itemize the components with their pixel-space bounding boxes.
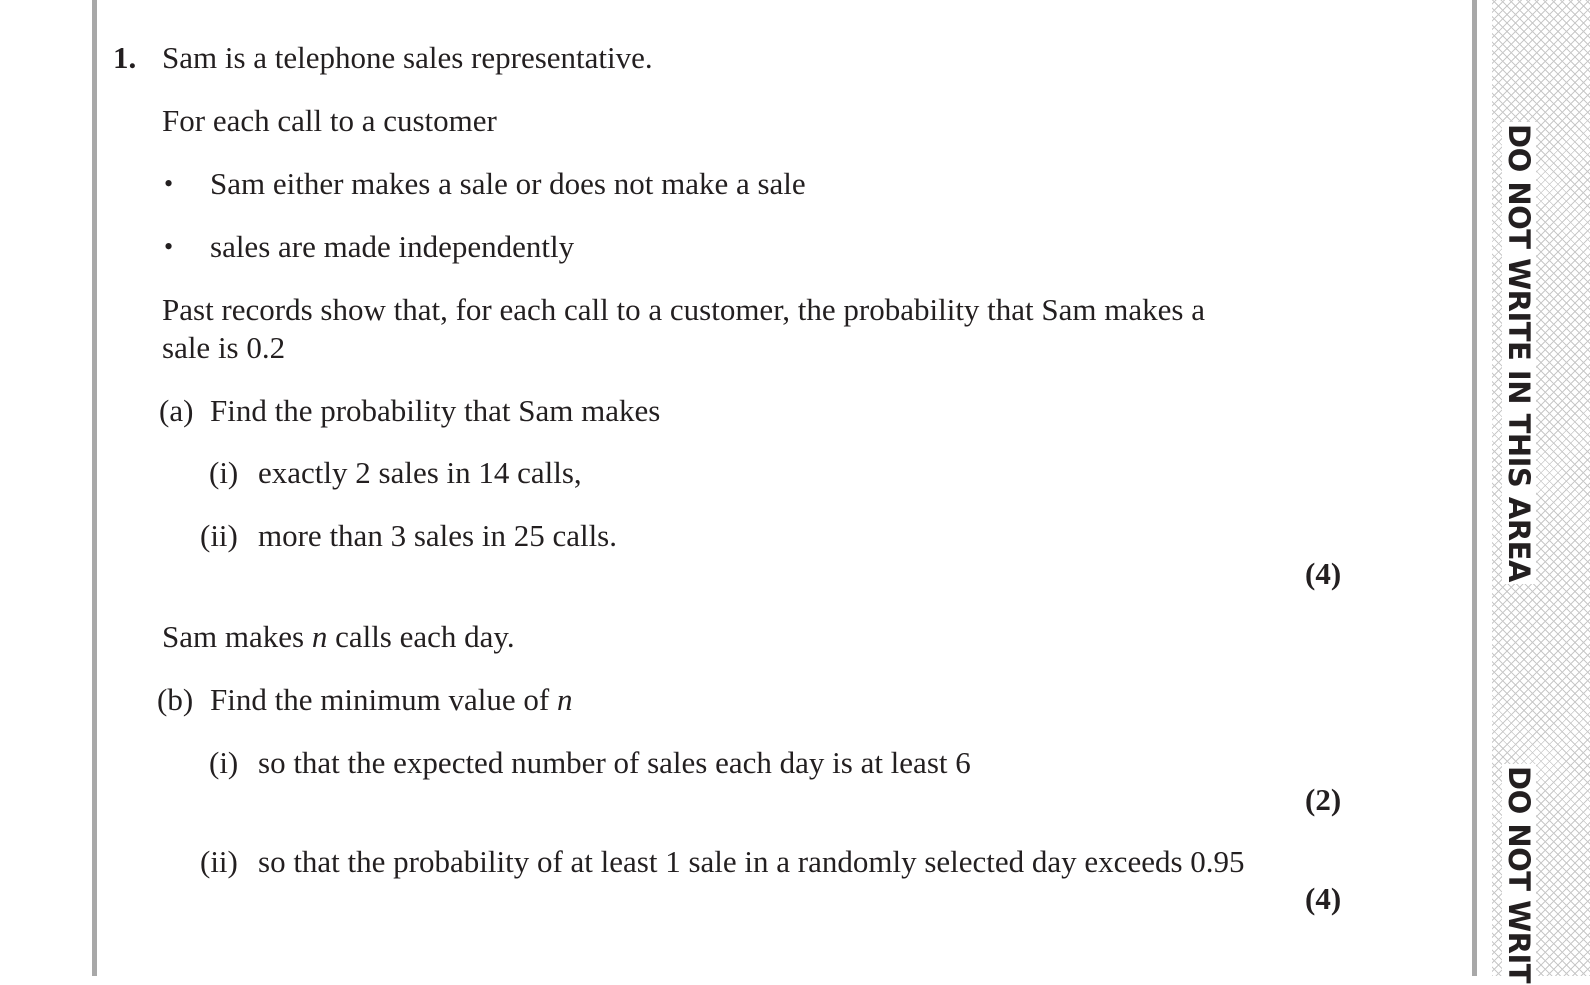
part-a-ii-label: (ii): [200, 518, 238, 553]
part-a-i-text: exactly 2 sales in 14 calls,: [258, 455, 582, 490]
part-b-label: (b): [157, 682, 194, 717]
question-intro: Sam is a telephone sales representative.: [162, 40, 653, 75]
margin-warning-full: DO NOT WRITE IN THIS AREA: [1502, 124, 1536, 582]
bullet-marker: •: [164, 169, 174, 198]
records-line-1: Past records show that, for each call to a customer, the probability that Sam makes a: [162, 292, 1205, 327]
bullet-marker: •: [164, 232, 174, 261]
part-a-ii-text: more than 3 sales in 25 calls.: [258, 518, 617, 553]
bullet-item: Sam either makes a sale or does not make a sale: [210, 166, 806, 201]
part-b-ii-text: so that the probability of at least 1 sale in a randomly selected day exceeds 0.95: [258, 844, 1245, 879]
part-b-ii-marks: (4): [1305, 881, 1342, 916]
question-lead: For each call to a customer: [162, 103, 497, 138]
part-a-text: Find the probability that Sam makes: [210, 393, 661, 428]
part-a-i-label: (i): [209, 455, 239, 490]
margin-warning-cut: DO NOT WRIT: [1502, 766, 1536, 984]
part-b-i-marks: (2): [1305, 782, 1342, 817]
question-number: 1.: [113, 40, 137, 75]
part-b-ii-label: (ii): [200, 844, 238, 879]
variable-n: n: [311, 619, 328, 654]
bullet-item: sales are made independently: [210, 229, 575, 264]
variable-n: n: [557, 682, 573, 717]
right-margin-rule: [1472, 0, 1477, 976]
records-line-2: sale is 0.2: [162, 330, 286, 365]
part-a-label: (a): [159, 393, 194, 428]
calls-line: Sam makes n calls each day.: [162, 619, 515, 654]
part-b-text: Find the minimum value of n: [210, 682, 573, 717]
left-margin-rule: [92, 0, 97, 976]
part-a-marks: (4): [1305, 556, 1342, 591]
part-b-i-text: so that the expected number of sales each day is at least 6: [258, 745, 971, 780]
part-b-i-label: (i): [209, 745, 239, 780]
